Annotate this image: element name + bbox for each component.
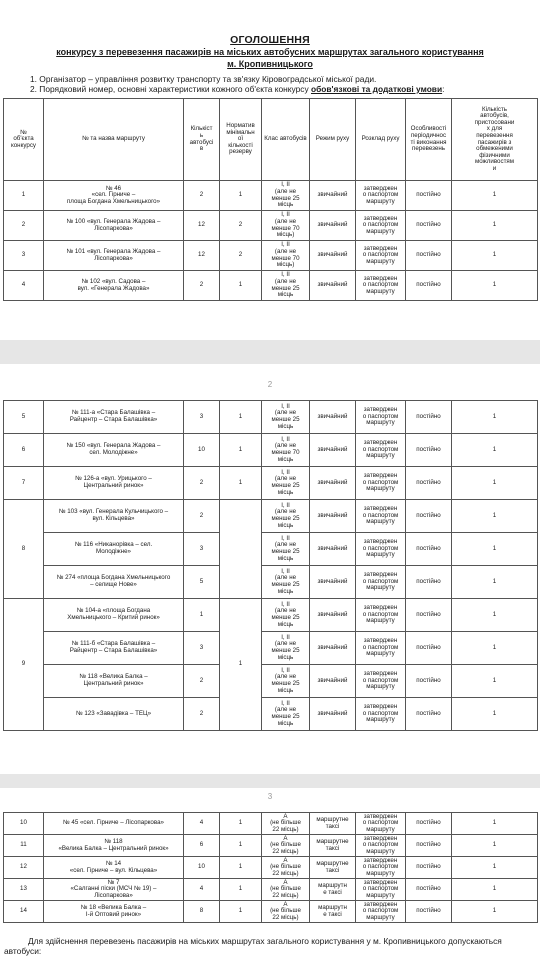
table-row [4,181,538,211]
table-row [4,857,538,879]
cell-object-no: 11 [4,835,44,857]
cell-bus-class: I, II (але не менше 25 місць [262,698,310,731]
cell-accessible-count: 1 [452,181,538,211]
col-header-schedule: Розклад руху [356,99,406,181]
cell-object-no: 13 [4,879,44,901]
cell-bus-count: 8 [184,901,220,923]
cell-reserve: 1 [220,813,262,835]
cell-route-name: № 104-а «площа Богдана Хмельницького – Критий ринок» [44,599,184,632]
cell-schedule: затверджен о паспортом маршруту [356,879,406,901]
cell-accessible-count: 1 [452,599,538,632]
cell-object-no: 7 [4,467,44,500]
cell-schedule: затверджен о паспортом маршруту [356,533,406,566]
cell-bus-count: 1 [184,599,220,632]
cell-periodicity: постійно [406,533,452,566]
cell-reserve: 2 [220,241,262,271]
cell-periodicity: постійно [406,401,452,434]
cell-route-name: № 103 «вул. Генерала Кульчицького – вул. Кільцева» [44,500,184,533]
page-gap [0,340,540,364]
cell-object-no: 14 [4,901,44,923]
table-row [4,533,538,566]
cell-route-name: № 118 «Велика Балка – Центральний ринок» [44,835,184,857]
cell-bus-class: I, II (але не менше 25 місць [262,401,310,434]
cell-traffic-mode: звичайний [310,241,356,271]
item-objects-tail: : [442,84,445,94]
cell-reserve: 1 [220,401,262,434]
cell-object-no: 4 [4,271,44,301]
cell-schedule: затверджен о паспортом маршруту [356,566,406,599]
cell-bus-class: I, II (але не менше 25 місць [262,271,310,301]
col-header-mode: Режим руху [310,99,356,181]
table-row [4,665,538,698]
cell-reserve: 1 [220,434,262,467]
cell-traffic-mode: звичайний [310,434,356,467]
table-row [4,211,538,241]
announcement-header [0,34,540,70]
cell-route-name: № 45 «сел. Гірниче – Лісопаркова» [44,813,184,835]
cell-accessible-count: 1 [452,632,538,665]
cell-traffic-mode: маршрутне таксі [310,857,356,879]
cell-periodicity: постійно [406,698,452,731]
cell-periodicity: постійно [406,434,452,467]
table-row [4,566,538,599]
cell-accessible-count: 1 [452,533,538,566]
cell-traffic-mode: маршрутн е таксі [310,879,356,901]
cell-schedule: затверджен о паспортом маршруту [356,467,406,500]
cell-accessible-count: 1 [452,500,538,533]
table-row [4,698,538,731]
cell-traffic-mode: звичайний [310,566,356,599]
cell-reserve: 1 [220,181,262,211]
cell-periodicity: постійно [406,181,452,211]
cell-periodicity: постійно [406,879,452,901]
cell-schedule: затверджен о паспортом маршруту [356,665,406,698]
cell-schedule: затверджен о паспортом маршруту [356,241,406,271]
cell-object-no: 3 [4,241,44,271]
cell-object-no: 2 [4,211,44,241]
cell-periodicity: постійно [406,901,452,923]
cell-schedule: затверджен о паспортом маршруту [356,500,406,533]
cell-traffic-mode: звичайний [310,211,356,241]
cell-periodicity: постійно [406,632,452,665]
cell-bus-count: 12 [184,241,220,271]
cell-reserve: 1 [220,467,262,500]
cell-bus-class: I, II (але не менше 25 місць [262,467,310,500]
cell-bus-count: 4 [184,879,220,901]
cell-route-name: № 7 «Салганні піски (МСЧ № 19) – Лісопаркова» [44,879,184,901]
cell-bus-class: I, II (але не менше 25 місць [262,181,310,211]
cell-schedule: затверджен о паспортом маршруту [356,211,406,241]
cell-traffic-mode: маршрутне таксі [310,835,356,857]
cell-bus-count: 6 [184,835,220,857]
cell-bus-count: 10 [184,434,220,467]
cell-schedule: затверджен о паспортом маршруту [356,813,406,835]
table-header-row [4,99,538,181]
cell-route-name: № 14 «сел. Гірниче – вул. Кільцева» [44,857,184,879]
cell-object-no: 1 [4,181,44,211]
routes-table-page-2 [3,400,538,731]
cell-reserve: 1 [220,879,262,901]
cell-bus-class: I, II (але не менше 25 місць [262,566,310,599]
cell-accessible-count: 1 [452,467,538,500]
cell-traffic-mode: звичайний [310,467,356,500]
cell-bus-count: 10 [184,857,220,879]
page-number-2: 2 [267,380,273,389]
cell-object-no: 5 [4,401,44,434]
cell-traffic-mode: звичайний [310,181,356,211]
cell-reserve: 1 [220,271,262,301]
cell-route-name: № 102 «вул. Садова – вул. «Генерала Жадова» [44,271,184,301]
cell-route-name: № 18 «Велика Балка – І-й Оптовий ринок» [44,901,184,923]
col-header-accessible: Кількість автобусів, пристосовани х для перевезення пасажирів з обмеженими фізичними можливостям и [452,99,538,181]
cell-schedule: затверджен о паспортом маршруту [356,632,406,665]
cell-bus-count: 5 [184,566,220,599]
cell-traffic-mode: маршрутн е таксі [310,901,356,923]
cell-bus-class: I, II (але не менше 25 місць [262,632,310,665]
cell-accessible-count: 1 [452,434,538,467]
cell-reserve: 1 [220,857,262,879]
cell-accessible-count: 1 [452,241,538,271]
cell-bus-class: А (не більше 22 місць) [262,857,310,879]
cell-schedule: затверджен о паспортом маршруту [356,599,406,632]
cell-bus-count: 2 [184,467,220,500]
item-objects-bold: обов'язкові та додаткові умови [310,84,443,94]
table-row [4,434,538,467]
cell-traffic-mode: звичайний [310,533,356,566]
page-subtitle: конкурсу з перевезення пасажирів на міських автобусних маршрутах загального користування [56,47,484,57]
cell-bus-class: I, II (але не менше 25 місць [262,533,310,566]
cell-bus-count: 3 [184,632,220,665]
cell-periodicity: постійно [406,857,452,879]
document-page-3 [0,788,540,960]
cell-accessible-count: 1 [452,835,538,857]
cell-route-name: № 126-а «вул. Урицького – Центральний ринок» [44,467,184,500]
cell-bus-class: I, II (але не менше 25 місць [262,599,310,632]
cell-periodicity: постійно [406,211,452,241]
cell-bus-count: 2 [184,500,220,533]
cell-route-name: № 116 «Никанорівка – сел. Молодіжне» [44,533,184,566]
cell-reserve: 1 [220,599,262,731]
col-header-bus-count: Кількіст ь автобусі в [184,99,220,181]
cell-accessible-count: 1 [452,401,538,434]
cell-accessible-count: 1 [452,566,538,599]
cell-accessible-count: 1 [452,901,538,923]
col-header-periodicity: Особливості періодичнос ті виконання перевезень [406,99,452,181]
cell-schedule: затверджен о паспортом маршруту [356,857,406,879]
cell-object-no: 8 [4,500,44,599]
cell-schedule: затверджен о паспортом маршруту [356,401,406,434]
cell-traffic-mode: звичайний [310,271,356,301]
cell-route-name: № 101 «вул. Генерала Жадова – Лісопаркова» [44,241,184,271]
table-row [4,813,538,835]
cell-periodicity: постійно [406,467,452,500]
cell-bus-count: 12 [184,211,220,241]
cell-reserve [220,500,262,599]
cell-schedule: затверджен о паспортом маршруту [356,434,406,467]
cell-bus-count: 4 [184,813,220,835]
cell-bus-class: А (не більше 22 місць) [262,835,310,857]
cell-schedule: затверджен о паспортом маршруту [356,181,406,211]
document-page-1 [0,0,540,340]
cell-bus-count: 2 [184,698,220,731]
cell-bus-count: 3 [184,401,220,434]
cell-schedule: затверджен о паспортом маршруту [356,901,406,923]
cell-bus-count: 2 [184,665,220,698]
cell-traffic-mode: звичайний [310,632,356,665]
cell-accessible-count: 1 [452,665,538,698]
col-header-object-no: № об'єкта конкурсу [4,99,44,181]
footer-paragraph: Для здійснення перевезень пасажирів на міських маршрутах загального користування у м. Кропивницького допускаються автобуси: [4,936,502,956]
col-header-class: Клас автобусів [262,99,310,181]
cell-object-no: 6 [4,434,44,467]
document-page-2 [0,364,540,774]
cell-schedule: затверджен о паспортом маршруту [356,835,406,857]
table-row [4,271,538,301]
cell-bus-class: А (не більше 22 місць) [262,813,310,835]
page-gap [0,774,540,788]
cell-traffic-mode: маршрутне таксі [310,813,356,835]
routes-table-page-3 [3,812,538,923]
cell-accessible-count: 1 [452,879,538,901]
page-title: ОГОЛОШЕННЯ [230,34,310,46]
cell-object-no: 10 [4,813,44,835]
cell-route-name: № 118 «Велика Балка – Центральний ринок» [44,665,184,698]
cell-reserve: 1 [220,901,262,923]
cell-route-name: № 111-а «Стара Балашівка – Райцентр – Стара Балашівка» [44,401,184,434]
cell-periodicity: постійно [406,835,452,857]
cell-bus-count: 3 [184,533,220,566]
table-row [4,241,538,271]
cell-bus-class: I, II (але не менше 70 місць) [262,211,310,241]
cell-periodicity: постійно [406,566,452,599]
item-objects [30,84,444,94]
cell-route-name: № 150 «вул. Генерала Жадова – сел. Молодіжне» [44,434,184,467]
cell-periodicity: постійно [406,241,452,271]
cell-accessible-count: 1 [452,698,538,731]
table-row [4,632,538,665]
cell-periodicity: постійно [406,813,452,835]
col-header-reserve: Норматив мінімальн ої кількості резерву [220,99,262,181]
cell-reserve: 1 [220,835,262,857]
cell-accessible-count: 1 [452,271,538,301]
table-row [4,467,538,500]
cell-bus-count: 2 [184,271,220,301]
table-row [4,879,538,901]
cell-bus-class: I, II (але не менше 25 місць [262,665,310,698]
cell-reserve: 2 [220,211,262,241]
cell-periodicity: постійно [406,500,452,533]
cell-traffic-mode: звичайний [310,500,356,533]
col-header-route: № та назва маршруту [44,99,184,181]
cell-bus-class: I, II (але не менше 25 місць [262,500,310,533]
cell-accessible-count: 1 [452,813,538,835]
cell-accessible-count: 1 [452,857,538,879]
cell-traffic-mode: звичайний [310,698,356,731]
cell-traffic-mode: звичайний [310,401,356,434]
cell-route-name: № 100 «вул. Генерала Жадова – Лісопаркова» [44,211,184,241]
cell-route-name: № 111-б «Стара Балашівка – Райцентр – Стара Балашівка» [44,632,184,665]
cell-bus-count: 2 [184,181,220,211]
cell-accessible-count: 1 [452,211,538,241]
page-number-3: 3 [267,792,273,801]
cell-bus-class: А (не більше 22 місць) [262,879,310,901]
cell-bus-class: А (не більше 22 місць) [262,901,310,923]
cell-bus-class: I, II (але не менше 70 місць [262,434,310,467]
cell-schedule: затверджен о паспортом маршруту [356,271,406,301]
table-row [4,599,538,632]
item-organizer: 1. Організатор – управління розвитку транспорту та зв'язку Кіровоградської міської ради. [30,74,377,84]
routes-table-page-1 [3,98,538,301]
cell-schedule: затверджен о паспортом маршруту [356,698,406,731]
cell-traffic-mode: звичайний [310,665,356,698]
cell-periodicity: постійно [406,665,452,698]
cell-route-name: № 274 «площа Богдана Хмельницького – селище Нове» [44,566,184,599]
cell-object-no: 12 [4,857,44,879]
cell-periodicity: постійно [406,271,452,301]
cell-route-name: № 123 «Завадівка – ТЕЦ» [44,698,184,731]
cell-traffic-mode: звичайний [310,599,356,632]
table-row [4,901,538,923]
item-objects-text: 2. Порядковий номер, основні характеристики кожного об'єкта конкурсу [30,84,311,94]
cell-bus-class: I, II (але не менше 70 місць) [262,241,310,271]
cell-route-name: № 46 «сел. Гірниче – площа Богдана Хмельницького» [44,181,184,211]
cell-periodicity: постійно [406,599,452,632]
page-city: м. Кропивницького [227,59,313,69]
cell-object-no: 9 [4,599,44,731]
table-row [4,835,538,857]
table-row [4,500,538,533]
table-row [4,401,538,434]
